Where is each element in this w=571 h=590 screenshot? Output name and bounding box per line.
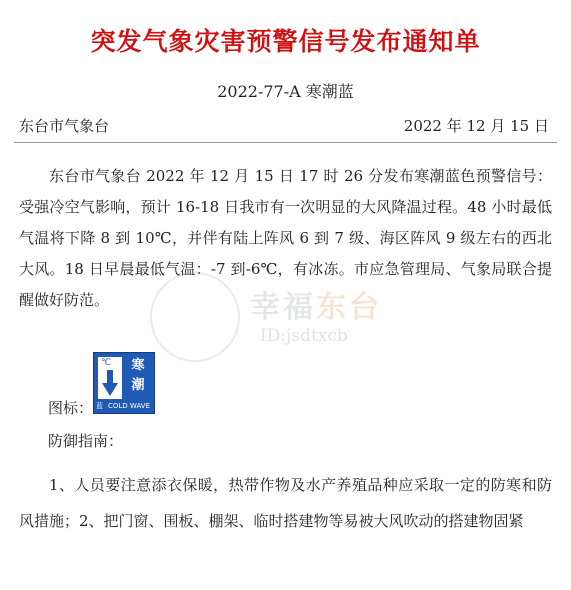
signal-level: 蓝 xyxy=(96,402,103,410)
watermark-text-accent: 东台 xyxy=(316,290,382,325)
icon-label: 图标： xyxy=(48,399,94,417)
signal-name-line2: 潮 xyxy=(131,378,145,393)
watermark-text-main: 幸福 xyxy=(250,290,316,325)
document-number: 2022-77-A 寒潮蓝 xyxy=(217,82,354,101)
signal-footer xyxy=(96,401,152,411)
signal-english-name: COLD WAVE xyxy=(108,402,151,410)
cold-wave-blue-signal-icon xyxy=(93,352,155,414)
issue-date: 2022 年 12 月 15 日 xyxy=(403,117,549,135)
celsius-unit: ℃ xyxy=(101,358,112,368)
signal-name-line1: 寒 xyxy=(131,358,145,373)
temperature-drop-panel xyxy=(98,357,122,399)
guide-title: 防御指南： xyxy=(48,432,124,450)
down-arrow-icon xyxy=(102,370,118,396)
header-divider xyxy=(14,142,557,143)
watermark-id: ID:jsdtxcb xyxy=(260,326,348,346)
notice-title: 突发气象灾害预警信号发布通知单 xyxy=(90,27,481,56)
warning-paragraph: 东台市气象台 2022 年 12 月 15 日 17 时 26 分发布寒潮蓝色预警信号：受强冷空气影响，预计 16-18 日我市有一次明显的大风降温过程。48 小时最低气温将下降 8 到 10℃，并伴有陆上阵风 6 到 7 级、海区阵风 9 级左右的西北大风。18 日早晨最低气温：-7 到-6℃，有冰冻。市应急管理局、气象局联合提醒做好防范。 xyxy=(19,167,552,309)
issuer-name: 东台市气象台 xyxy=(19,117,110,135)
guide-text: 1、人员要注意添衣保暖，热带作物及水产养殖品种应采取一定的防寒和防风措施；2、把门窗、围板、棚架、临时搭建物等易被大风吹动的搭建物固紧 xyxy=(19,476,552,530)
signal-name xyxy=(125,356,151,396)
